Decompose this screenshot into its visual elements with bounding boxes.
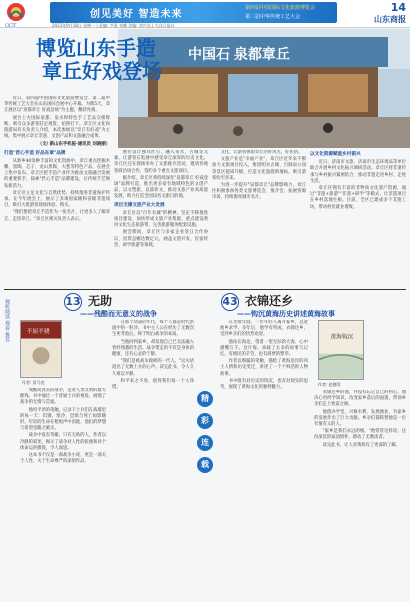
column-paragraph: 他创办学堂，兴修水利，发展渔业，为家乡的发展作出了巨大贡献。乡亲们都称赞他是一位有情有义的人。 xyxy=(314,409,406,428)
headline-line-2: 章丘好戏登场 xyxy=(42,61,162,83)
serial-subtitle: ——钩沉黄海历史讲述黄海故事 xyxy=(237,310,335,318)
column-paragraph: 近日，济南市文旅、济南市生态环境局等单位联合开展乡村文化振兴调研活动。章丘区将非遗传承与乡村振兴紧密结合，推动非遗走进乡村、走进生活。 xyxy=(310,160,406,184)
article-column-1 xyxy=(4,96,110,286)
column-paragraph: "我们要把章丘手造作为一张名片，让更多人了解章丘、走进章丘。"章丘区相关负责人表示。 xyxy=(4,210,110,222)
serial-number-badge: 13 xyxy=(64,293,82,311)
column-paragraph: 为进一步提升"泉都章丘"品牌影响力，章丘区积极参加各类文旅博览会、推介会，拓展客源市场，持续擦亮城市名片。 xyxy=(212,183,306,201)
book-cover-image xyxy=(318,320,364,380)
cictf-logo-icon xyxy=(5,2,27,24)
headline-line-1: 博览山东手造 xyxy=(36,38,156,60)
column-paragraph: "我们是被战争毁掉的一代人。"这句话道出了无数士兵的心声。读完此书，令人久久难以平静。 xyxy=(112,359,194,377)
serial-column-b xyxy=(314,390,406,598)
column-subhead: 以文化资源赋能乡村振兴 xyxy=(310,152,361,157)
serial-title: 衣锦还乡 xyxy=(245,294,294,308)
column-subhead: 打造"匠心手造 好品在章"品牌 xyxy=(4,150,66,156)
headline xyxy=(36,38,162,84)
column-paragraph: 作者以细腻的笔触，描绘了黄海沿岸的风土人情和历史变迁，讲述了一个个鲜活的人物故事。 xyxy=(220,359,308,377)
article-byline: （文/ 新山东手机报·通讯员 刘晓丽） xyxy=(37,142,110,148)
column-paragraph: 展会期间，章丘区与多家企业签订合作协议，投资总额达数亿元，涵盖文创开发、民宿经营、研学旅游等领域。 xyxy=(114,230,208,248)
section-divider xyxy=(4,289,406,290)
column-paragraph: 这本书不仅是一部战争小说，更是一部关于人性、关于生命尊严的深刻作品。 xyxy=(20,453,106,465)
column-paragraph: 读完此书，让人对黄海有了更深的了解。 xyxy=(322,442,400,448)
banner-slogan: 创见美好 智造未来 xyxy=(90,9,183,20)
column-paragraph: 和平来之不易，值得我们每一个人珍惜。 xyxy=(112,378,194,391)
column-paragraph: "家乡是我们永远的根。"他常常这样说。这份深沉的家国情怀，感动了无数读者。 xyxy=(314,429,406,441)
banner-event-line-2: 第二届中华传统工艺大会 xyxy=(245,14,301,20)
page-number: 14 xyxy=(390,1,406,14)
center-column-label xyxy=(197,391,213,501)
column-paragraph: 展位设计独具匠心，融入泉水、古城等元素，让游客在逛展中感受章丘深厚的历史文化。章丘区还在现场举办了文旅推介活动，邀请各地客商洽谈合作，签约多个重点文旅项目。 xyxy=(114,150,208,174)
page-header xyxy=(0,0,410,28)
center-char: 载 xyxy=(197,457,213,473)
serial-column-a xyxy=(20,388,106,598)
column-paragraph: 章丘区以"百年名城"的精神，坚定不移推进项目建设，加快形成文旅产业集群，重点建设黄河文化生态旅游带，完善旅游服务配套设施。 xyxy=(114,210,208,229)
serial-subtitle: ——残酷而无意义的战争 xyxy=(80,310,157,318)
column-paragraph: 衣锦还乡的他，并没有忘记自己的初心。他决心用所学知识，改变家乡落后的面貌，带领乡亲们走上致富之路。 xyxy=(314,390,406,408)
column-paragraph: 从新乡40余种丰富的文化资源中，章丘重点挖掘木雕、黑陶、芯子、龙山黑陶、大葱等特色产品，在展会上集中发布。章丘区把手造产业作为推动文旅融合发展的重要抓手，探索"匠心手造"品牌建设，让传统手艺焕发新活力。 xyxy=(4,158,110,189)
issue-info: 2023年9月18日 星期一 | 责编: 尹嘉 刘娜 美编: 刘兴光 | 大众日报社 xyxy=(52,23,175,28)
serial-number-badge: 43 xyxy=(221,293,239,311)
column-paragraph: 在光绪年间，一位年轻人离开家乡，远赴他乡求学。多年后，他学有所成，衣锦还乡，受到乡亲们的热烈欢迎。 xyxy=(220,320,308,338)
serial-title: 无助 xyxy=(88,294,113,308)
column-subhead: 项目支撑文旅产业大发展 xyxy=(114,202,165,208)
column-paragraph: 在那个动荡的年代，每个人都是时代洪流中的一粒沙。书中主人公在经历了无数次生死考验后，终于明白战争的本质。 xyxy=(112,320,194,338)
column-paragraph: 据介绍，章丘区将持续深化"泉都章丘 好戏登场"品牌打造，推出更多富有地域特色的文创产品，以文塑旅、以旅彰文，推动文旅产业高质量发展，助力打造全国知名文旅目的地。 xyxy=(114,175,208,200)
book-cover-image xyxy=(20,320,62,378)
article-column-4 xyxy=(310,150,406,286)
book-author: 作者: 雷马克 xyxy=(22,380,45,385)
serial-column-a xyxy=(220,320,308,598)
sidebar-label: 视听阅读 观看 推荐 xyxy=(4,299,10,343)
column-paragraph: 书中既有对历史的钩沉，也有对现实的思考，展现了黄海文化的独特魅力。 xyxy=(220,378,308,391)
center-char: 彩 xyxy=(197,413,213,429)
column-paragraph: 章丘区拥有丰富的非物质文化遗产资源，通过"非遗+旅游""非遗+研学"等模式，让非遗项目在乡村落地生根。目前，全区已建成多个非遗工坊，带动村民就业增收。 xyxy=(310,186,406,210)
center-char: 连 xyxy=(197,435,213,451)
banner-event-line-1: 第四届中国国际文化旅游博览会 xyxy=(245,5,316,11)
photo-signage: 中国石 泉都章丘 xyxy=(188,46,290,62)
article-column-2 xyxy=(114,150,208,286)
column-paragraph: 他用平淡的笔触，记录下士兵们在战壕里的每一天：饥饿、寒冷、恐惧与死亡如影随形。年轻的生命在枪炮声中消逝，他们的梦想与希望也随之破灭。 xyxy=(20,407,106,432)
center-char: 精 xyxy=(197,391,213,407)
book-author: 作者: 赵德发 xyxy=(318,382,341,387)
column-paragraph: 文化，让游客体验章丘的好风光、好民俗。 xyxy=(220,150,303,155)
cover-title: 不屈不挠 xyxy=(26,328,50,335)
article-column-3 xyxy=(212,150,306,286)
column-paragraph: 他站在海边，望着一望无际的大海，心中感慨万千。这片海，承载了太多的故事与记忆，有渔民的辛劳，也有商贾的繁华。 xyxy=(220,339,308,358)
cover-title: 黄海钩沉 xyxy=(330,334,354,341)
column-paragraph: 近日，第四届中国国际文化旅游博览会、第二届中华传统工艺大会在山东国际会展中心开幕。为期5天，章丘展区以"泉都章丘 好戏登场"为主题，精彩亮相。 xyxy=(4,96,110,114)
expo-banner xyxy=(50,2,337,23)
column-paragraph: 当他回到家乡，却发现自己已无法融入曾经熟悉的生活。战争带走的不仅是身体的健康，还有心灵的宁静。 xyxy=(112,339,194,358)
section-name: 山东商报 xyxy=(374,15,406,24)
column-paragraph: 战争中没有英雄，只有无助的人。作者以冷静的叙述，揭示了战争对人性的扭曲和对个体命运的摧毁，令人深思。 xyxy=(20,433,106,451)
serial-column-b xyxy=(112,320,194,598)
column-paragraph: 章丘区立足文化与自然优势，持续推进非遗保护传承。在今年展会上，展示了多项国家级和省级非遗项目，吸引大批游客现场体验、购买。 xyxy=(4,190,110,209)
column-paragraph: 文旅产业是"幸福产业"。章丘区近年来不断加大文旅项目投入，推进明水古城、百脉泉公园等景区提质升级，打造文化旅游新地标，吸引游客纷至沓来。 xyxy=(212,157,306,181)
logo-text: CICTF xyxy=(5,23,17,28)
column-paragraph: 残酷而真实的战争，是对人类文明的最大摧残。书中通过一个普通士兵的视角，展现了战争的无情与荒诞。 xyxy=(20,388,106,406)
column-paragraph: 展台上方国际泉都、泉水和特色手工艺品交相辉映，吸引众多游客驻足观赏、拍照打卡。章丘区文化和旅游局有关负责人介绍，本次参展以"章丘有好戏"为主线，集中展示章丘非遗、文创产品和文旅融合成果。 xyxy=(4,115,110,140)
